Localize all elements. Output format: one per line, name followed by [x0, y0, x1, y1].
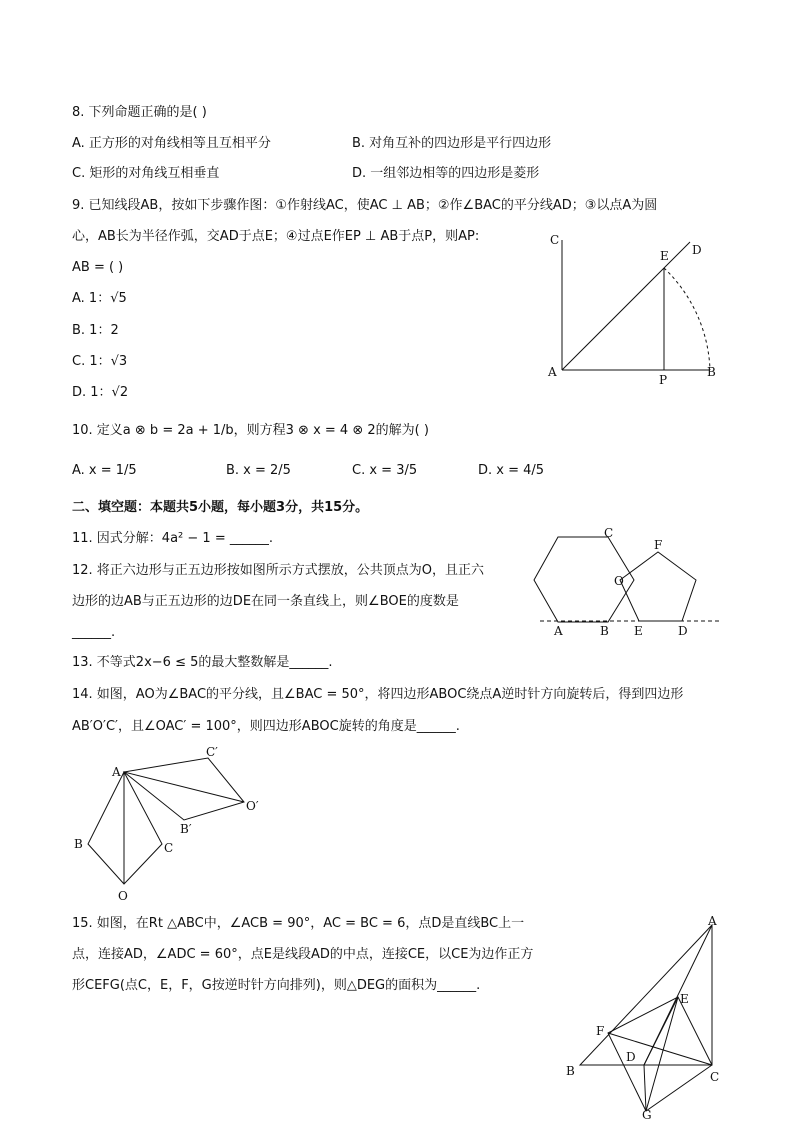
label-c2: C′ [206, 745, 218, 759]
label-f: F [596, 1024, 605, 1038]
q9-option-d: D. 1：√2 [72, 385, 129, 400]
triangle-abc [580, 925, 712, 1065]
q10-option-c: C. x = 3/5 [352, 463, 418, 478]
label-b: B [566, 1064, 575, 1078]
q15-stem-line3: 形CEFG(点C，E，F，G按逆时针方向排列)，则△DEG的面积为______. [72, 978, 481, 993]
q8-option-b: B. 对角互补的四边形是平行四边形 [352, 136, 552, 151]
q15-stem-line2: 点，连接AD，∠ADC = 60°，点E是线段AD的中点，连接CE，以CE为边作正方 [72, 947, 534, 962]
quad-ab2o2c2 [124, 758, 244, 820]
q9-option-c: C. 1：√3 [72, 354, 128, 369]
q10-option-d: D. x = 4/5 [478, 463, 545, 478]
label-a: A [708, 914, 717, 928]
label-b: B [600, 624, 609, 638]
q9-figure [540, 228, 730, 388]
label-o: O [614, 574, 624, 588]
label-a: A [112, 765, 121, 779]
label-f: F [654, 538, 663, 552]
label-o2: O′ [246, 799, 259, 813]
label-g: G [642, 1108, 652, 1122]
label-e: E [680, 992, 689, 1006]
label-c: C [710, 1070, 720, 1084]
label-d: D [678, 624, 688, 638]
label-b: B [707, 365, 716, 379]
q9-stem-line2: 心，AB长为半径作弧，交AD于点E；④过点E作EP ⊥ AB于点P，则AP: [72, 229, 480, 244]
q8-stem: 8. 下列命题正确的是( ) [72, 105, 207, 120]
label-e: E [660, 249, 669, 263]
q8-option-c: C. 矩形的对角线互相垂直 [72, 166, 220, 181]
label-d: D [692, 243, 702, 257]
label-a: A [554, 624, 563, 638]
q10-stem: 10. 定义a ⊗ b = 2a + 1/b，则方程3 ⊗ x = 4 ⊗ 2的解为( ) [72, 423, 429, 438]
q9-option-b: B. 1：2 [72, 323, 119, 338]
q12-stem-line2: 边形的边AB与正五边形的边DE在同一条直线上，则∠BOE的度数是 [72, 594, 459, 609]
q8-option-d: D. 一组邻边相等的四边形是菱形 [352, 166, 540, 181]
label-d: D [626, 1050, 636, 1064]
label-c: C [604, 526, 614, 540]
q12-stem-line3: ______. [72, 625, 116, 640]
ray-ad [562, 242, 690, 370]
section-2-heading: 二、填空题：本题共5小题，每小题3分，共15分。 [72, 500, 369, 515]
label-c: C [550, 233, 560, 247]
label-o: O [118, 889, 128, 903]
q8-option-a: A. 正方形的对角线相等且互相平分 [72, 136, 271, 151]
q15-stem-line1: 15. 如图，在Rt △ABC中，∠ACB = 90°，AC = BC = 6，点D是直线BC上一 [72, 916, 525, 931]
quad-aboc [88, 772, 162, 884]
label-b: B [74, 837, 83, 851]
pentagon [620, 552, 696, 621]
segment-dg [644, 1065, 646, 1111]
segment-ed [644, 997, 678, 1065]
square-cefg [608, 997, 712, 1111]
q10-option-b: B. x = 2/5 [226, 463, 291, 478]
q14-figure [70, 742, 270, 903]
label-p: P [659, 373, 668, 387]
q11-stem: 11. 因式分解：4a² − 1 = ______. [72, 531, 273, 546]
label-c: C [164, 841, 174, 855]
q13-stem: 13. 不等式2x−6 ≤ 5的最大整数解是______. [72, 655, 333, 670]
arc [664, 268, 710, 370]
q9-option-a: A. 1：√5 [72, 291, 127, 306]
q15-figure [560, 915, 730, 1120]
q14-stem-line2: AB′O′C′，且∠OAC′ = 100°，则四边形ABOC旋转的角度是______. [72, 719, 460, 734]
segment-eg [646, 997, 678, 1111]
q12-stem-line1: 12. 将正六边形与正五边形按如图所示方式摆放，公共顶点为O，且正六 [72, 563, 485, 578]
label-e: E [634, 624, 643, 638]
q9-stem-line1: 9. 已知线段AB，按如下步骤作图：①作射线AC，使AC ⊥ AB；②作∠BAC的平分线AD；③以点A为圆 [72, 198, 658, 213]
q12-figure [530, 525, 725, 640]
label-a: A [548, 365, 557, 379]
q9-stem-line3: AB = ( ) [72, 260, 124, 275]
label-b2: B′ [180, 822, 192, 836]
q10-option-a: A. x = 1/5 [72, 463, 137, 478]
q14-stem-line1: 14. 如图，AO为∠BAC的平分线，且∠BAC = 50°，将四边形ABOC绕点A逆时针方向旋转后，得到四边形 [72, 687, 684, 702]
